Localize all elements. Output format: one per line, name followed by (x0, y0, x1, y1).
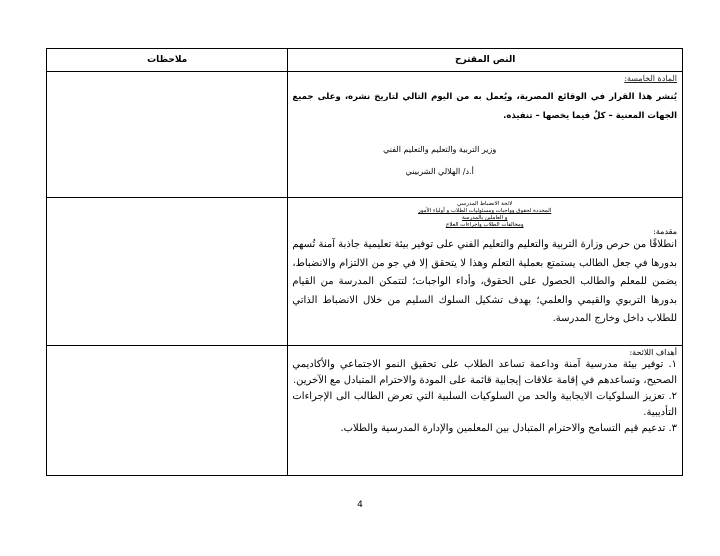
notes-cell (47, 198, 288, 346)
notes-cell (47, 346, 288, 476)
notes-cell (47, 72, 288, 198)
heading-line: لائحة الانضباط المدرسي (457, 201, 513, 207)
article-label: المادة الخامسة: (624, 74, 677, 83)
table-row (47, 346, 683, 476)
table-row (47, 198, 683, 346)
table-row (47, 72, 683, 198)
minister-signature-block (292, 139, 587, 183)
proposed-text-column-header: النص المقترح (288, 49, 683, 72)
decree-text: يُنشر هذا القرار في الوقائع المصرية، ويُعمل به من اليوم التالي لتاريخ نشره، وعلى جميع الجهات المعنية – كلٌ فيما يخصها – تنفيذه. (292, 92, 677, 121)
goal-item: ٢. تعزيز السلوكيات الايجابية والحد من السلوكيات السلبية التي تعرض الطالب الى الإجراءات التأديبية. (292, 391, 677, 418)
goal-item: ٣. تدعيم قيم التسامح والاحترام المتبادل بين المعلمين والإدارة المدرسية والطلاب. (340, 423, 677, 434)
regulation-heading (292, 201, 677, 229)
minister-name: أ.د/ الهلالي الشربيني (405, 167, 474, 176)
minister-title: وزير التربية والتعليم والتعليم الفني (383, 145, 497, 154)
text-cell (288, 346, 683, 476)
regulation-table (46, 48, 683, 476)
goal-item: ١. توفير بيئة مدرسية آمنة وداعمة تساعد الطلاب على تحقيق النمو الاجتماعي والأكاديمي الصحيح، وتساعدهم في إقامة علاقات إيجابية قائمة على المودة والاحترام المتبادل مع الآخرين. (292, 359, 677, 386)
heading-line: و العاملين بالمدرسة (461, 215, 508, 221)
intro-label: مقدمة: (653, 227, 677, 236)
intro-text: انطلاقًا من حرص وزارة التربية والتعليم والتعليم الفني على توفير بيئة تعليمية جاذبة آمنة تُسهم بدورها في جعل الطالب يستمتع بعملية التعلم وهذا لا يتحقق إلا في جو من الالتزام والانضباط، يضمن للمعلم والطالب الحصول على الحقوق، وأداء الواجبات؛ لتتمكن المدرسة من القيام بدورها التربوي والقيمي والعلمي؛ بهدف تشكيل السلوك السليم من خلال الانضباط الذاتي للطلاب داخل وخارج المدرسة. (292, 239, 677, 324)
table-header-row (47, 49, 683, 72)
text-cell (288, 72, 683, 198)
page-number: 4 (357, 500, 363, 510)
notes-column-header: ملاحظات (47, 49, 288, 72)
goals-label: أهداف اللائحة: (629, 348, 677, 357)
heading-line: المحددة لحقوق وواجبات ومسئوليات الطلاب و أولياء الأمور (418, 208, 552, 214)
heading-line: ومخالفات الطلاب وإجراءات العلاج (445, 222, 524, 228)
text-cell (288, 198, 683, 346)
